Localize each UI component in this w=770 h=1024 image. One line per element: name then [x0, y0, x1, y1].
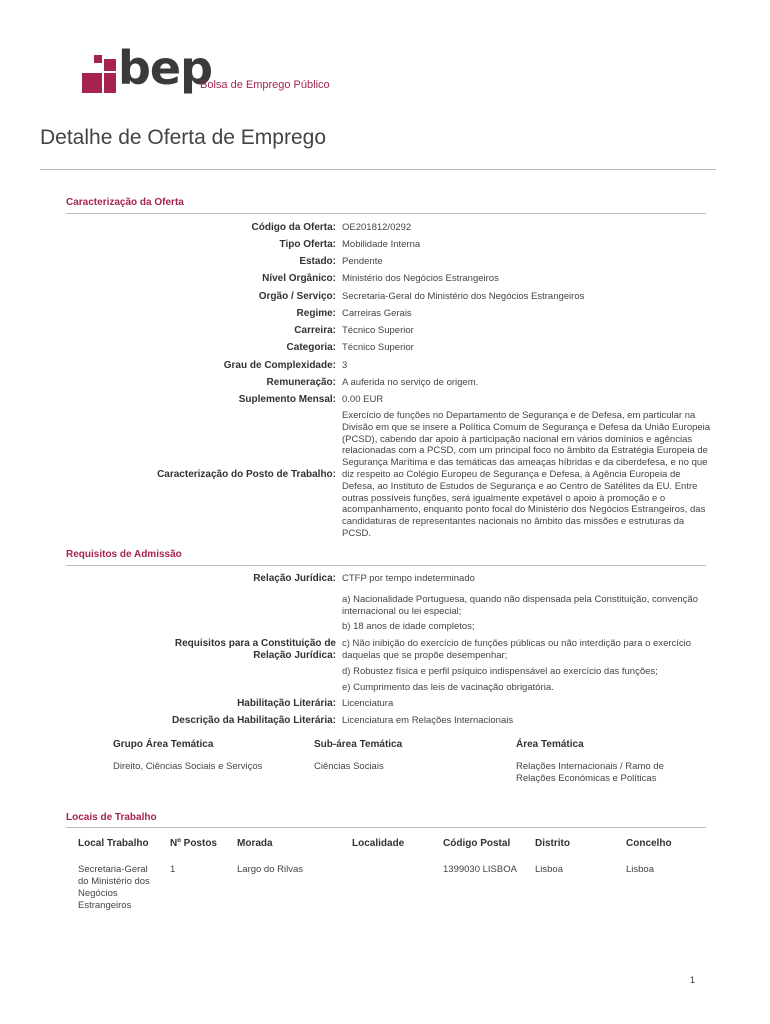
page-title: Detalhe de Oferta de Emprego: [40, 126, 327, 149]
title-divider: [40, 169, 716, 170]
locais-header-postos: Nº Postos: [170, 838, 217, 849]
field-value-estado: Pendente: [342, 256, 383, 267]
locais-cell-concelho: Lisboa: [626, 864, 654, 875]
section-divider-locais: [66, 827, 706, 828]
field-value-habilitacao: Licenciatura: [342, 698, 394, 709]
field-label-remuneracao: Remuneração:: [266, 377, 336, 388]
field-label-categoria: Categoria:: [286, 342, 336, 353]
locais-header-localidade: Localidade: [352, 838, 405, 849]
logo-square-left: [82, 73, 102, 93]
areas-cell-area: Relações Internacionais / Ramo de Relações Económicas e Políticas: [516, 761, 664, 784]
field-label-posto: Caracterização do Posto de Trabalho:: [157, 469, 336, 480]
section-divider-requisitos: [66, 565, 706, 566]
field-value-codigo: OE201812/0292: [342, 222, 412, 233]
requisito-item-b: b) 18 anos de idade completos;: [342, 621, 475, 632]
field-label-nivel: Nível Orgânico:: [262, 273, 336, 284]
field-value-nivel: Ministério dos Negócios Estrangeiros: [342, 273, 499, 284]
field-value-carreira: Técnico Superior: [342, 325, 414, 336]
locais-cell-local: Secretaria-Geral do Ministério dos Negócios Estrangeiros: [78, 864, 150, 911]
field-label-relacao: Relação Jurídica:: [253, 573, 336, 584]
field-value-suplemento: 0.00 EUR: [342, 394, 384, 405]
field-label-estado: Estado:: [299, 256, 336, 267]
field-label-codigo: Código da Oferta:: [251, 222, 336, 233]
logo-square-top: [104, 59, 116, 71]
logo-square-right: [104, 73, 116, 93]
areas-cell-subarea: Ciências Sociais: [314, 761, 384, 772]
areas-header-area: Área Temática: [516, 739, 584, 750]
field-label-constituicao-2: Relação Jurídica:: [253, 650, 336, 661]
locais-cell-distrito: Lisboa: [535, 864, 563, 875]
field-value-categoria: Técnico Superior: [342, 342, 414, 353]
page-number: 1: [690, 975, 696, 985]
field-value-remuneracao: A auferida no serviço de origem.: [342, 377, 479, 388]
locais-cell-codigo: 1399030 LISBOA: [443, 864, 517, 875]
field-label-grau: Grau de Complexidade:: [223, 360, 336, 371]
requisito-item-a: a) Nacionalidade Portuguesa, quando não dispensada pela Constituição, convenção internacional ou lei especial;: [342, 594, 698, 617]
requisito-item-e: e) Cumprimento das leis de vacinação obrigatória.: [342, 682, 554, 693]
logo-subtitle: Bolsa de Emprego Público: [200, 79, 330, 91]
areas-header-subarea: Sub-área Temática: [314, 739, 403, 750]
section-title-caracterizacao: Caracterização da Oferta: [66, 197, 184, 208]
requisito-item-c: c) Não inibição do exercício de funções públicas ou não interdição para o exercício daquelas que se propõe desempenhar;: [342, 638, 692, 661]
locais-header-morada: Morada: [237, 838, 273, 849]
field-value-regime: Carreiras Gerais: [342, 308, 412, 319]
locais-header-distrito: Distrito: [535, 838, 570, 849]
logo-wordmark: bep: [118, 41, 213, 95]
section-divider-caracterizacao: [66, 213, 706, 214]
locais-header-concelho: Concelho: [626, 838, 672, 849]
section-title-locais: Locais de Trabalho: [66, 812, 157, 823]
logo-square-small: [94, 55, 102, 63]
areas-header-grupo: Grupo Área Temática: [113, 739, 214, 750]
field-label-tipo: Tipo Oferta:: [279, 239, 336, 250]
requisito-item-d: d) Robustez física e perfil psíquico indispensável ao exercício das funções;: [342, 666, 658, 677]
field-label-descricao: Descrição da Habilitação Literária:: [172, 715, 336, 726]
field-label-regime: Regime:: [296, 308, 336, 319]
field-label-habilitacao: Habilitação Literária:: [237, 698, 336, 709]
field-label-suplemento: Suplemento Mensal:: [238, 394, 336, 405]
field-value-tipo: Mobilidade Interna: [342, 239, 421, 250]
locais-cell-postos: 1: [170, 864, 176, 875]
field-value-posto: Exercício de funções no Departamento de Segurança e de Defesa, em particular na Divisão em que se insere a Política Comum de Segurança e Defesa da União Europeia (PCSD), cabendo dar apoio à participação nacional em vários domínios e agências relacionadas com a PCSD, com um principal foco no âmbito da Estratégia Europeia de Segurança Marítima e das temáticas das ameaças híbridas e da ciberdefesa, e no que diz respeito ao Colégio Europeu de Segurança e Defesa, à Agência Europeia de Defesa, ao Instituto de Estudos de Segurança e ao Centro de Satélites da EU. Entre outras possíveis funções, será igualmente expetável o apoio à promoção e o acompanhamento, enquanto ponto focal do Ministério dos Negócios Estrangeiros, das candidaturas de representantes nacionais no âmbito das missões e estruturas da PCSD.: [342, 410, 711, 539]
field-value-descricao: Licenciatura em Relações Internacionais: [342, 715, 514, 726]
field-value-relacao: CTFP por tempo indeterminado: [342, 573, 475, 584]
locais-header-codigo: Código Postal: [443, 838, 511, 849]
field-value-orgao: Secretaria-Geral do Ministério dos Negócios Estrangeiros: [342, 291, 585, 302]
areas-cell-grupo: Direito, Ciências Sociais e Serviços: [113, 761, 263, 772]
locais-cell-morada: Largo do Rilvas: [237, 864, 304, 875]
field-label-constituicao-1: Requisitos para a Constituição de: [174, 638, 336, 649]
field-label-carreira: Carreira:: [294, 325, 336, 336]
field-value-grau: 3: [342, 360, 348, 371]
locais-header-local: Local Trabalho: [78, 838, 149, 849]
section-title-requisitos: Requisitos de Admissão: [66, 549, 182, 560]
field-label-orgao: Orgão / Serviço:: [258, 291, 336, 302]
